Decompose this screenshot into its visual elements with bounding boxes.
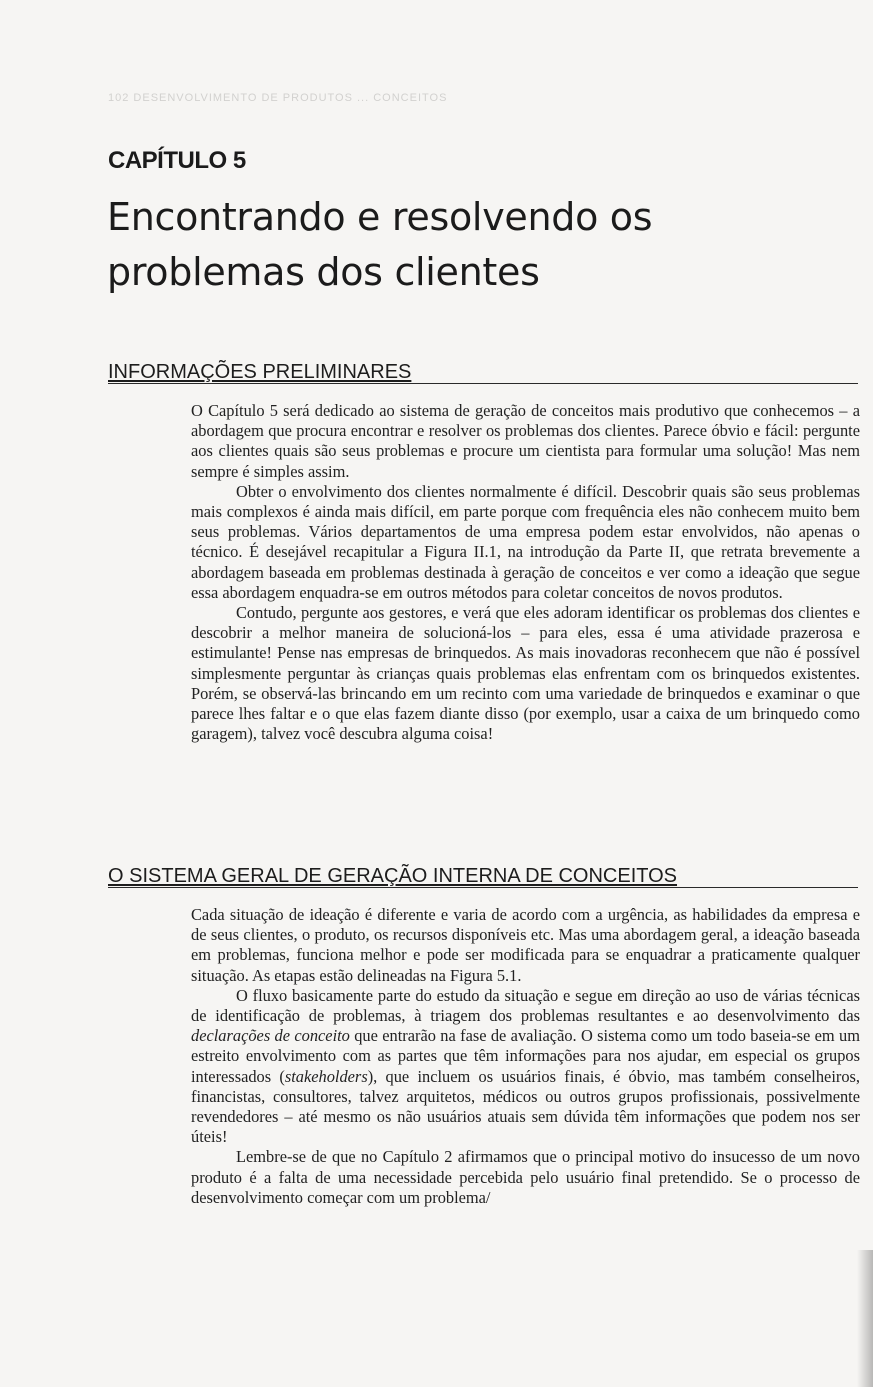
italic-term: declarações de conceito — [191, 1026, 350, 1046]
running-head: 102 DESENVOLVIMENTO DE PRODUTOS ... CONCEITOS — [108, 92, 448, 104]
text-run: que entrarão na fase de avaliação. O sistema como um todo baseia-se em um estreito envolvimento com as partes que têm informações para nos ajudar, em especial os grupos interessados ( — [191, 1026, 860, 1086]
section-heading-text: INFORMAÇÕES PRELIMINARES — [108, 361, 412, 383]
paragraph: O Capítulo 5 será dedicado ao sistema de geração de conceitos mais produtivo que conhecemos – a abordagem que procura encontrar e resolver os problemas dos clientes. Parece óbvio e fácil: pergunte aos clientes quais são seus problemas e procure um cientista para formular uma solução! Mas nem sempre é simples assim. — [191, 401, 860, 481]
paragraph: Obter o envolvimento dos clientes normalmente é difícil. Descobrir quais são seus problemas mais complexos é ainda mais difícil, em parte porque com frequência eles não conhecem muito bem seus problemas. Vários departamentos de uma empresa podem estar envolvidos, não apenas o técnico. É desejável recapitular a Figura II.1, na introdução da Parte II, que retrata brevemente a abordagem baseada em problemas destinada à geração de conceitos e ver como a ideação que segue essa abordagem enquadra-se em outros métodos para coletar conceitos de novos produtos. — [191, 481, 860, 602]
section-heading-sistema-geral — [108, 866, 858, 888]
section-body-sistema-geral — [191, 905, 860, 1208]
chapter-title: Encontrando e resolvendo os problemas dos clientes — [107, 195, 653, 294]
text-run: ), que incluem os usuários finais, é óbvio, mas também conselheiros, financistas, consultores, talvez arquitetos, médicos ou outros grupos profissionais, possivelmente revendedores – até mesmo os não usuários atuais sem dúvida têm informações que podem nos ser úteis! — [191, 1066, 860, 1147]
paragraph: Contudo, pergunte aos gestores, e verá que eles adoram identificar os problemas dos clientes e descobrir a melhor maneira de solucioná-los – para eles, essa é uma atividade prazerosa e estimulante! Pense nas empresas de brinquedos. As mais inovadoras reconhecem que não é possível simplesmente perguntar às crianças quais problemas elas enfrentam com os brinquedos existentes. Porém, se observá-las brincando em um recinto com uma variedade de brinquedos e examinar o que parece lhes faltar e o que elas fazem diante disso (por exemplo, usar a caixa de um brinquedo como garagem), talvez você descubra alguma coisa! — [191, 603, 860, 744]
text-run: O fluxo basicamente parte do estudo da situação e segue em direção ao uso de várias técnicas de identificação de problemas, à triagem dos problemas resultantes e ao desenvolvimento das — [191, 985, 860, 1026]
chapter-label: CAPÍTULO 5 — [108, 147, 246, 174]
paragraph: Lembre-se de que no Capítulo 2 afirmamos que o principal motivo do insucesso de um novo produto é a falta de uma necessidade percebida pelo usuário final pretendido. Se o processo de desenvolvimento começar com um problema/ — [191, 1147, 860, 1207]
paragraph-with-italics — [191, 986, 860, 1148]
page-edge-shadow — [857, 1250, 873, 1387]
section-heading-informacoes — [108, 362, 858, 384]
paragraph: Cada situação de ideação é diferente e varia de acordo com a urgência, as habilidades da empresa e de seus clientes, o produto, os recursos disponíveis etc. Mas uma abordagem geral, a ideação baseada em problemas, funciona melhor e pode ser modificada para se enquadrar a praticamente qualquer situação. As etapas estão delineadas na Figura 5.1. — [191, 905, 860, 985]
italic-term: stakeholders — [284, 1066, 368, 1086]
section-body-informacoes — [191, 401, 860, 744]
section-heading-text: O SISTEMA GERAL DE GERAÇÃO INTERNA DE CONCEITOS — [108, 865, 678, 887]
